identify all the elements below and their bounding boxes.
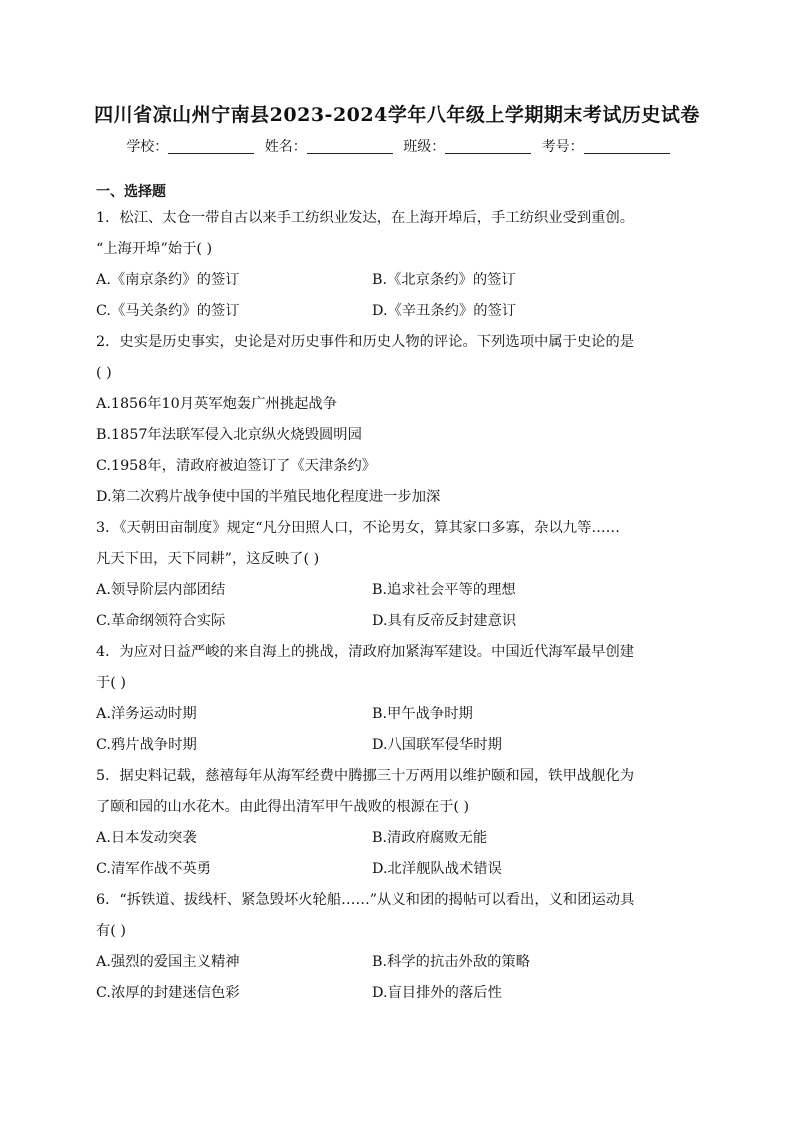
number-label: 考号： [541,139,584,155]
question-1 [96,203,698,327]
option-c: C.浓厚的封建迷信色彩 [96,985,240,1001]
option-a: A.日本发动突袭 [96,830,197,846]
option-b: B.清政府腐败无能 [372,830,488,846]
class-blank [445,139,531,154]
option-a: A.领导阶层内部团结 [96,582,226,598]
name-blank [307,139,393,154]
section-heading: 一、选择题 [96,184,166,200]
question-stem-line: “上海开埠”始于( ) [96,241,213,257]
options-row [96,699,698,730]
class-label: 班级： [403,139,446,155]
questions-list [96,203,698,1009]
option-b: B.科学的抗击外敌的策略 [372,954,531,970]
number-blank [584,139,670,154]
option-c: C.清军作战不英勇 [96,861,212,877]
option-d: D.第二次鸦片战争使中国的半殖民地化程度进一步加深 [96,489,441,505]
option-d: D.北洋舰队战术错误 [372,861,502,877]
options-row [96,606,698,637]
question-stem-line: 有( ) [96,923,126,939]
option-c: C.《马关条约》的签订 [96,303,240,319]
options-row [96,730,698,761]
question-stem-line: 4．为应对日益严峻的来自海上的挑战，清政府加紧海军建设。中国近代海军最早创建 [96,644,635,660]
option-a: A.1856年10月英军炮轰广州挑起战争 [96,396,338,412]
question-stem-line: 6．“拆铁道、拔线杆、紧急毁坏火轮船……”从义和团的揭帖可以看出，义和团运动具 [96,892,635,908]
option-b: B.甲午战争时期 [372,706,473,722]
question-stem-line: 凡天下田，天下同耕”，这反映了( ) [96,551,320,567]
question-3 [96,513,698,637]
option-c: C.鸦片战争时期 [96,737,197,753]
option-c: C.1958年，清政府被迫签订了《天津条约》 [96,458,377,474]
question-stem-line: 2．史实是历史事实，史论是对历史事件和历史人物的评论。下列选项中属于史论的是 [96,334,635,350]
name-label: 姓名： [264,139,307,155]
question-stem-line: 3．《天朝田亩制度》规定“凡分田照人口，不论男女，算其家口多寡，杂以九等…… [96,520,620,536]
option-a: A.洋务运动时期 [96,706,197,722]
question-stem-line: 了颐和园的山水花木。由此得出清军甲午战败的根源在于( ) [96,799,470,815]
option-d: D.盲目排外的落后性 [372,985,502,1001]
options-row [96,854,698,885]
question-6 [96,885,698,1009]
option-d: D.具有反帝反封建意识 [372,613,517,629]
options-row [96,296,698,327]
options-row [96,575,698,606]
page-title: 四川省凉山州宁南县2023-2024学年八年级上学期期末考试历史试卷 [94,104,700,126]
question-5 [96,761,698,885]
options-row [96,823,698,854]
option-a: A.《南京条约》的签订 [96,272,240,288]
student-info-line [0,136,794,156]
option-b: B.1857年法联军侵入北京纵火烧毁圆明园 [96,427,362,443]
question-stem-line: 于( ) [96,675,126,691]
question-stem-line: ( ) [96,365,112,381]
question-2 [96,327,698,513]
options-row [96,265,698,296]
option-d: D.八国联军侵华时期 [372,737,502,753]
options-row [96,978,698,1009]
option-b: B.追求社会平等的理想 [372,582,516,598]
school-label: 学校： [126,139,169,155]
options-row [96,947,698,978]
question-stem-line: 1．松江、太仓一带自古以来手工纺织业发达，在上海开埠后，手工纺织业受到重创。 [96,210,635,226]
option-a: A.强烈的爱国主义精神 [96,954,240,970]
option-d: D.《辛丑条约》的签订 [372,303,517,319]
option-b: B.《北京条约》的签订 [372,272,516,288]
school-blank [168,139,254,154]
question-stem-line: 5．据史料记载，慈禧每年从海军经费中腾挪三十万两用以维护颐和园，铁甲战舰化为 [96,768,635,784]
option-c: C.革命纲领符合实际 [96,613,226,629]
question-4 [96,637,698,761]
